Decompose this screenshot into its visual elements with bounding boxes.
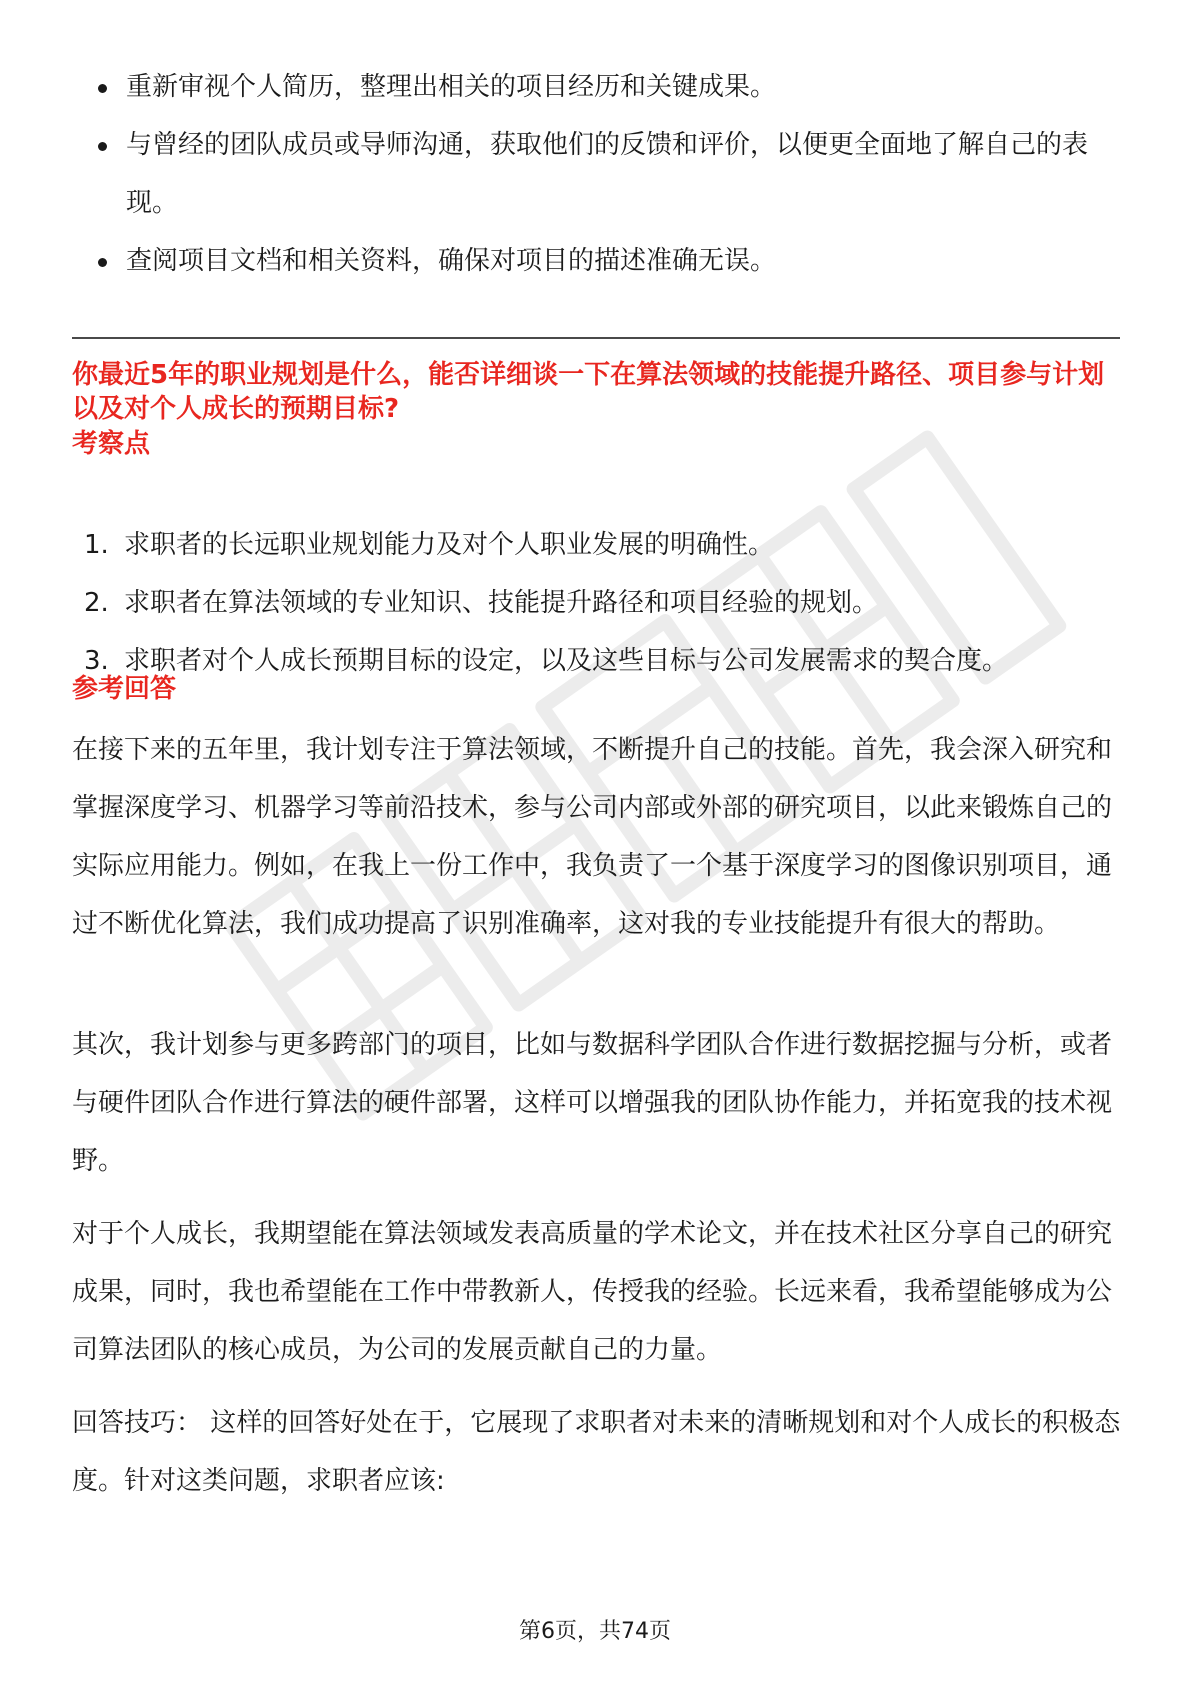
item-text: 求职者在算法领域的专业知识、技能提升路径和项目经验的规划。 — [124, 588, 879, 618]
item-number: 2. — [84, 588, 109, 618]
bullet-list — [90, 58, 1120, 290]
question-title: 你最近5年的职业规划是什么，能否详细谈一下在算法领域的技能提升路径、项目参与计划以及对个人成长的预期目标? — [72, 360, 1105, 424]
numbered-list — [84, 516, 1124, 690]
item-text: 求职者的长远职业规划能力及对个人职业发展的明确性。 — [124, 530, 775, 560]
answer-paragraph: 在接下来的五年里，我计划专注于算法领域，不断提升自己的技能。首先，我会深入研究和掌握深度学习、机器学习等前沿技术，参与公司内部或外部的研究项目，以此来锻炼自己的实际应用能力。例如，在我上一份工作中，我负责了一个基于深度学习的图像识别项目，通过不断优化算法，我们成功提高了识别准确率，这对我的专业技能提升有很大的帮助。 — [72, 735, 1113, 939]
page-number: 第6页，共74页 — [519, 1619, 671, 1644]
section-heading-assessment: 考察点 — [72, 429, 151, 459]
answer-paragraph: 其次，我计划参与更多跨部门的项目，比如与数据科学团队合作进行数据挖掘与分析，或者与硬件团队合作进行算法的硬件部署，这样可以增强我的团队协作能力，并拓宽我的技术视野。 — [72, 1030, 1113, 1176]
divider — [72, 337, 1120, 339]
list-item: 与曾经的团队成员或导师沟通，获取他们的反馈和评价，以便更全面地了解自己的表现。 — [90, 116, 1120, 232]
item-text: 求职者对个人成长预期目标的设定，以及这些目标与公司发展需求的契合度。 — [124, 646, 1009, 676]
item-number: 1. — [84, 530, 109, 560]
item-number: 3. — [84, 646, 109, 676]
answer-paragraph: 对于个人成长，我期望能在算法领域发表高质量的学术论文，并在技术社区分享自己的研究成果，同时，我也希望能在工作中带教新人，传授我的经验。长远来看，我希望能够成为公司算法团队的核心成员，为公司的发展贡献自己的力量。 — [72, 1219, 1113, 1365]
list-item — [84, 516, 1124, 574]
answer-tips: 回答技巧： 这样的回答好处在于，它展现了求职者对未来的清晰规划和对个人成长的积极态度。针对这类问题，求职者应该: — [72, 1408, 1121, 1496]
list-item: 重新审视个人简历，整理出相关的项目经历和关键成果。 — [90, 58, 1120, 116]
list-item — [84, 574, 1124, 632]
list-item — [84, 632, 1124, 690]
list-item: 查阅项目文档和相关资料，确保对项目的描述准确无误。 — [90, 232, 1120, 290]
section-heading-reference-answer: 参考回答 — [72, 674, 177, 704]
